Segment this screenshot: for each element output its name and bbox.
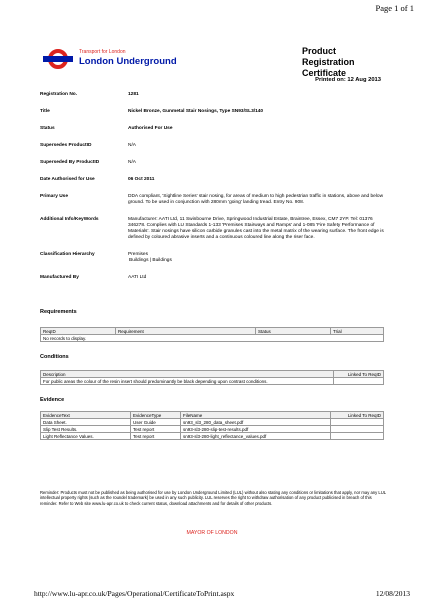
table-cell: For public areas the colour of the resin insert should predominantly be black depending upon contrast conditions.: [41, 378, 334, 385]
table-cell: Test report: [131, 426, 181, 433]
evidence-title: Evidence: [40, 397, 65, 403]
table-row: [41, 378, 384, 385]
table-cell: [331, 426, 384, 433]
document-title: Product Registration Certificate: [302, 46, 355, 78]
column-header: Status: [256, 328, 331, 335]
column-header: FileName: [181, 412, 331, 419]
field-date-authorised: [40, 177, 386, 183]
page-number: Page 1 of 1: [375, 3, 414, 13]
reminder-text: Reminder: Products must not be published as being authorised for use by London Underground Limited (LUL) without also stating any conditions or limitations that apply, nor may any LUL intellectual property rights (such as the roundel trademark) be used in any such publicity. LUL reserves the right to withdraw authorisation of any product publicised in breach of this reminder. Refer to Web site www.lu-apr.co.uk to check current status, download attachments and for details of other products.: [40, 490, 386, 506]
field-value: N/A: [128, 160, 136, 165]
requirements-title: Requirements: [40, 309, 77, 315]
column-header: ReqID: [41, 328, 116, 335]
field-classification: [40, 252, 386, 264]
table-cell: Slip Test Results.: [41, 426, 131, 433]
table-row: [41, 419, 384, 426]
field-label: Superseded By ProductID: [40, 160, 100, 165]
field-status: [40, 126, 386, 132]
table-row: [41, 433, 384, 440]
printed-on: [315, 77, 381, 83]
field-label: Date Authorised for Use: [40, 177, 95, 182]
classification-level-2: Buildings | Buildings: [129, 258, 172, 263]
field-registration-no: [40, 92, 386, 98]
field-label: Manufactured By: [40, 275, 79, 280]
table-cell: User Guide: [131, 419, 181, 426]
footer-date: 12/08/2013: [375, 589, 410, 598]
classification-level-1: Premises: [128, 252, 148, 257]
printed-label: Printed on:: [315, 77, 346, 83]
table-row: [41, 335, 384, 342]
roundel-icon: [43, 47, 73, 71]
table-header-row: [41, 371, 384, 378]
table-cell: [331, 433, 384, 440]
field-value: 1281: [128, 92, 139, 97]
field-label: Primary Use: [40, 194, 68, 199]
field-title: [40, 109, 386, 115]
field-value: AATI Ltd: [128, 275, 147, 280]
table-cell: [331, 419, 384, 426]
footer-url: http://www.lu-apr.co.uk/Pages/Operational/CertificateToPrint.aspx: [34, 589, 235, 598]
field-additional-info: [40, 217, 386, 241]
table-cell: Light Reflectance Values.: [41, 433, 131, 440]
field-label: Registration No.: [40, 92, 78, 97]
table-cell: Data Sheet.: [41, 419, 131, 426]
field-label: Status: [40, 126, 55, 131]
column-header: Trial: [331, 328, 384, 335]
field-label: Classification Hierarchy: [40, 252, 95, 257]
column-header: Linked To ReqID: [331, 412, 384, 419]
field-manufactured-by: [40, 275, 386, 281]
table-cell: [334, 378, 384, 385]
column-header: EvidenceText: [41, 412, 131, 419]
column-header: Description: [41, 371, 334, 378]
field-value: DDA compliant, 'Sightline Series' stair nosing, for areas of medium to high pedestrian traffic in stations, above and below ground. To be used in conjunction with 280mm 'going' landing tread. Entry No. 908.: [128, 194, 384, 205]
lu-label: London Underground: [79, 56, 177, 67]
field-label: Supersedes ProductID: [40, 143, 92, 148]
mayor-of-london-logo: MAYOR OF LONDON: [186, 530, 238, 536]
field-label: Title: [40, 109, 50, 114]
table-header-row: [41, 412, 384, 419]
conditions-table: [40, 370, 384, 385]
column-header: EvidenceType: [131, 412, 181, 419]
field-primary-use: [40, 194, 386, 206]
field-value: [128, 252, 386, 264]
field-supersedes: [40, 143, 386, 149]
table-row: [41, 426, 384, 433]
field-label: Additional Info/KeyWords: [40, 217, 99, 222]
empty-message: No records to display.: [41, 335, 384, 342]
printed-date: 12 Aug 2013: [347, 77, 381, 83]
field-value: 06 Oct 2011: [128, 177, 155, 182]
field-value: Nickel Bronze, Gunmetal Stair Nosings, Type SN93/SL3/140: [128, 109, 264, 114]
evidence-table: [40, 411, 384, 440]
field-value: Authorised For Use: [128, 126, 173, 131]
field-superseded-by: [40, 160, 386, 166]
table-header-row: [41, 328, 384, 335]
column-header: Requirement: [116, 328, 256, 335]
london-underground-logo: [43, 45, 183, 73]
evidence-file-link[interactable]: sn93-sl3-280-slip-test-results.pdf: [181, 426, 331, 433]
table-cell: Test report: [131, 433, 181, 440]
column-header: Linked To ReqID: [334, 371, 384, 378]
tfl-label: Transport for London: [79, 49, 126, 55]
field-value: Manufacturer: AATI Ltd, 11 Swinbourne Drive, Springwood Industrial Estate, Braintree, Essex, CM7 2YP. Tel: 01376 346278. Complies with LU Standards 1-133 'Premises Stairways and Ramps' and 1-085 'Fire Safety Performance of Materials'. Stair nosings have silicon carbide granules cast into the metal matrix of the wearing surface. The front edge is defined by coloured abrasive inserts and a continuous coloured line along the riser face.: [128, 217, 384, 240]
conditions-title: Conditions: [40, 354, 69, 360]
field-list: [40, 92, 386, 281]
field-value: N/A: [128, 143, 136, 148]
evidence-file-link[interactable]: sn93-sl3-280-light_reflectance_values.pdf: [181, 433, 331, 440]
requirements-table: [40, 327, 384, 342]
evidence-file-link[interactable]: sn93_sl3_280_data_sheet.pdf: [181, 419, 331, 426]
